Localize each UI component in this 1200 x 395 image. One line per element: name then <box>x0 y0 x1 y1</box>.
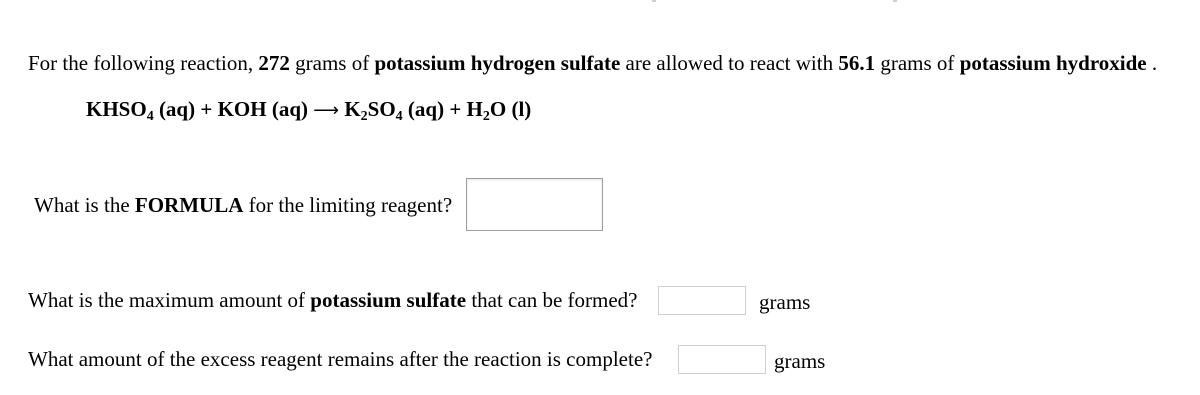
reactant-2-name: potassium hydroxide <box>959 51 1147 75</box>
equation-subscript: 2 <box>360 109 368 124</box>
question-text: that can be formed? <box>466 288 638 312</box>
equation-part: (aq) + H <box>402 97 483 121</box>
intro-text: are allowed to react with <box>620 51 839 75</box>
equation-part: KHSO <box>86 97 147 121</box>
unit-label: grams <box>774 349 826 373</box>
equation-part: O (l) <box>489 97 532 121</box>
equation-part: K <box>339 97 361 121</box>
equation-subscript: 4 <box>146 109 154 124</box>
problem-statement <box>28 51 1157 76</box>
limiting-reagent-input[interactable] <box>466 178 603 231</box>
mass-reactant-1: 272 <box>258 51 290 75</box>
question-emphasis: potassium sulfate <box>310 288 467 312</box>
unit-label: grams <box>759 290 811 314</box>
reaction-arrow-icon: ⟶ <box>313 100 340 121</box>
reactant-1-name: potassium hydrogen sulfate <box>374 51 621 75</box>
question-excess-remaining: What amount of the excess reagent remains after the reaction is complete? <box>28 347 653 371</box>
question-emphasis: FORMULA <box>134 193 244 217</box>
chemical-equation <box>86 97 531 122</box>
question-limiting-reagent <box>34 193 452 218</box>
question-max-product <box>28 288 637 313</box>
equation-subscript: 4 <box>395 109 403 124</box>
intro-text: grams of <box>289 51 375 75</box>
decorative-dot <box>893 0 897 2</box>
intro-text: . <box>1146 51 1158 75</box>
excess-remaining-input[interactable] <box>678 345 766 374</box>
question-text: What is the maximum amount of <box>28 288 311 312</box>
mass-reactant-2: 56.1 <box>838 51 876 75</box>
intro-text: grams of <box>875 51 960 75</box>
equation-part: (aq) + KOH (aq) <box>153 97 314 121</box>
intro-text: For the following reaction, <box>28 51 259 75</box>
question-text: for the limiting reagent? <box>243 193 453 217</box>
equation-part: SO <box>367 97 396 121</box>
question-text: What is the <box>34 193 135 217</box>
max-product-input[interactable] <box>658 286 746 315</box>
equation-subscript: 2 <box>482 109 490 124</box>
decorative-dot <box>652 0 656 2</box>
